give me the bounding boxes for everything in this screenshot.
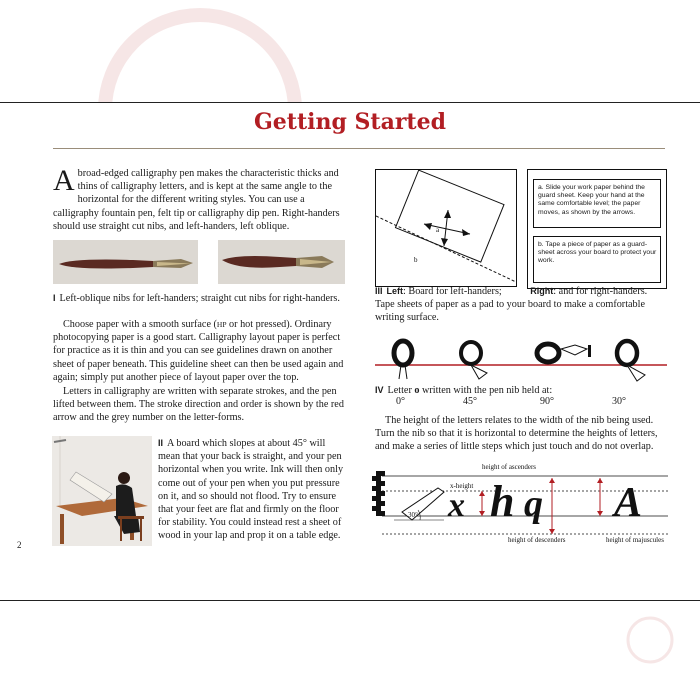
label-majuscules: height of majuscules [606, 536, 664, 544]
letter-o-angle-diagram [375, 331, 667, 386]
caption-left-text: : Board for left-handers; [403, 286, 502, 297]
letter-h: h [490, 477, 515, 526]
caption-text: A board which slopes at about 45° will mean that your back is straight, and your pen horizontal when you write. Ink will then only come out of your pen when you put pressure on it, and so should not flood. Try to ensure that your feet are flat and firmly on the floor for stability. You could instead rest a sheet of wood in your lap and prop it on a table edge. [158, 438, 344, 542]
paper-text-a: Choose paper with a smooth surface ( [63, 319, 217, 330]
step-a-box [533, 179, 661, 228]
letter-x: x [448, 487, 465, 524]
caption-board [158, 437, 348, 543]
caption-numeral: I [53, 293, 56, 303]
drop-cap: A [53, 164, 75, 197]
paper-text-b: or hot pressed). Ordinary photocopying paper is a good start. Calligraphy layout paper is perfect for practice as it is thin and you can see guidelines drawn on another sheet of paper beneath. This guideline sheet can then be used again and again; simply put another piece of layout paper over the top. [53, 319, 344, 383]
intro-paragraph [53, 164, 345, 233]
diagram-label-b: b [414, 256, 418, 264]
caption-numeral: III [375, 286, 383, 296]
caption-right-text: : and for right-handers. [553, 286, 648, 297]
step-b-box [533, 236, 661, 283]
caption-board-handedness [375, 285, 670, 324]
step-a-text: a. Slide your work paper behind the guard sheet. Keep your hand at the same comfortable level; the paper moves, as shown by the arrows. [538, 184, 645, 216]
page-number: 2 [17, 540, 22, 550]
caption-text: Left-oblique nibs for left-handers; straight cut nibs for right-handers. [59, 293, 340, 304]
paper-text-hp: HP [216, 320, 227, 329]
left-oblique-nib-photo [53, 240, 198, 284]
book-page [0, 102, 700, 601]
title-rule [53, 148, 665, 149]
step-b-text: b. Tape a piece of paper as a guard-sheet across your board to protect your work. [538, 241, 657, 265]
straight-cut-nib-photo [218, 240, 345, 284]
pen-angle-label: 30° [408, 511, 418, 519]
paper-paragraph [53, 318, 345, 384]
left-hander-board-diagram [375, 169, 517, 287]
angle-label-90: 90° [540, 396, 554, 407]
caption-right-label: Right [530, 286, 554, 296]
letter-heights-diagram [372, 458, 670, 546]
intro-text: broad-edged calligraphy pen makes the characteristic thicks and thins of calligraphy letters, and is kept at the same angle to the horizontal for the different writing styles. You can use a calligraphy fountain pen, felt tip or calligraphy dip pen. Right-handers should use straight cut nibs, and left-handers, left oblique. [53, 168, 340, 232]
page-title: Getting Started [254, 109, 446, 135]
caption-left-label: Left [386, 286, 404, 296]
person-at-sloping-board-photo [52, 436, 152, 546]
angle-label-30: 30° [612, 396, 626, 407]
caption-text-2: Tape sheets of paper as a pad to your board to make a comfortable writing surface. [375, 299, 645, 323]
letter-A: A [614, 480, 643, 526]
letter-q: q [524, 483, 543, 525]
strokes-paragraph: Letters in calligraphy are written with separate strokes, and the pen lifted between them. The stroke direction and order is shown by the red arrow and the grey number on the letter-forms. [53, 386, 344, 424]
caption-text-b: written with the pen nib held at: [419, 385, 553, 396]
caption-text-a: Letter [387, 385, 415, 396]
diagram-label-a: a [436, 226, 440, 234]
label-ascenders: height of ascenders [482, 463, 537, 471]
label-descenders: height of descenders [508, 536, 566, 544]
caption-numeral: II [158, 438, 164, 448]
caption-numeral: IV [375, 385, 384, 395]
label-xheight: x-height [450, 482, 474, 490]
right-hander-board-diagram [527, 169, 667, 289]
caption-nibs [53, 292, 345, 305]
angle-label-0: 0° [396, 396, 405, 407]
letter-height-paragraph: The height of the letters relates to the width of the nib being used. Turn the nib so that it is horizontal to determine the heights of letters, and make a series of little steps which just touch and do not overlap. [375, 415, 658, 453]
angle-label-45: 45° [463, 396, 477, 407]
caption-letter: o [414, 385, 420, 396]
